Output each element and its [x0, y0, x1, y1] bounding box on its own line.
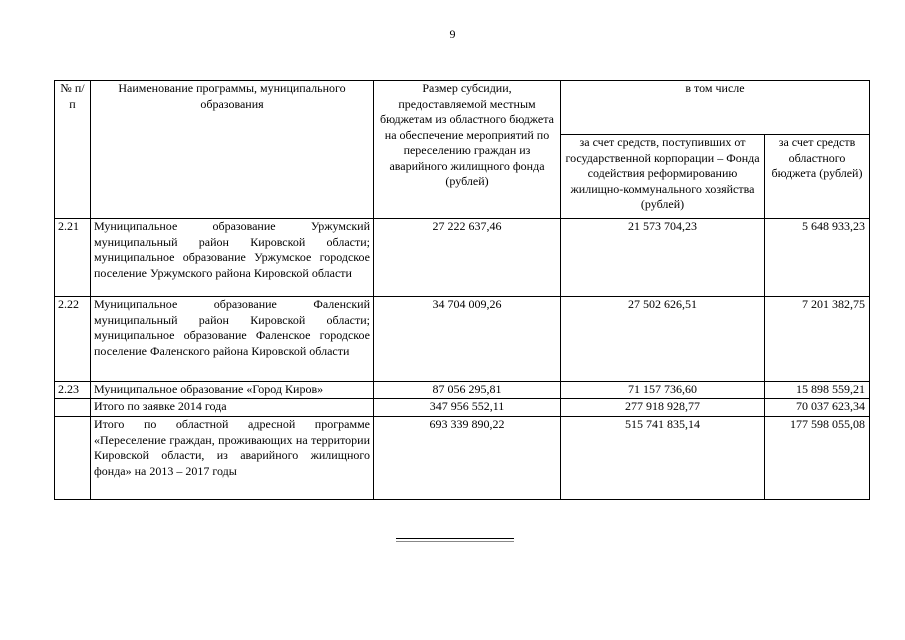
header-num: № п/п [55, 81, 91, 219]
row-name: Муниципальное образование Фаленский муниципальный район Кировской области; муниципальное образование Фаленское городское поселение Фаленского района Кировской области [91, 297, 374, 382]
total-2014-row [55, 399, 870, 417]
total-2014-label: Итого по заявке 2014 года [91, 399, 374, 417]
row-regional: 5 648 933,23 [765, 219, 870, 297]
row-num: 2.23 [55, 382, 91, 399]
row-num: 2.22 [55, 297, 91, 382]
header-subsidy: Размер субсидии, предоставляемой местным бюджетам из областного бюджета на обеспечение мероприятий по переселению граждан из аварийного жилищного фонда (рублей) [374, 81, 561, 219]
table-row [55, 219, 870, 297]
subsidy-table [54, 80, 870, 500]
total-2014-subsidy: 347 956 552,11 [374, 399, 561, 417]
table-row [55, 382, 870, 399]
row-fund: 21 573 704,23 [561, 219, 765, 297]
grand-total-fund: 515 741 835,14 [561, 417, 765, 500]
row-regional: 15 898 559,21 [765, 382, 870, 399]
header-fund: за счет средств, поступивших от государственной корпорации – Фонда содействия реформированию жилищно-коммунального хозяйства (рублей) [561, 135, 765, 219]
row-subsidy: 87 056 295,81 [374, 382, 561, 399]
row-subsidy: 27 222 637,46 [374, 219, 561, 297]
row-name: Муниципальное образование «Город Киров» [91, 382, 374, 399]
row-num: 2.21 [55, 219, 91, 297]
total-2014-num [55, 399, 91, 417]
table-row [55, 297, 870, 382]
table-header-row [55, 81, 870, 135]
grand-total-subsidy: 693 339 890,22 [374, 417, 561, 500]
header-including: в том числе [561, 81, 870, 135]
page-number: 9 [449, 27, 456, 41]
end-divider [396, 538, 514, 539]
grand-total-num [55, 417, 91, 500]
row-name: Муниципальное образование Уржумский муниципальный район Кировской области; муниципальное образование Уржумское городское поселение Уржумского района Кировской области [91, 219, 374, 297]
total-2014-fund: 277 918 928,77 [561, 399, 765, 417]
end-divider-shadow [396, 541, 514, 542]
row-fund: 27 502 626,51 [561, 297, 765, 382]
grand-total-label: Итого по областной адресной программе «Переселение граждан, проживающих на территории Кировской области, из аварийного жилищного фонда» на 2013 – 2017 годы [91, 417, 374, 500]
total-2014-regional: 70 037 623,34 [765, 399, 870, 417]
row-regional: 7 201 382,75 [765, 297, 870, 382]
grand-total-regional: 177 598 055,08 [765, 417, 870, 500]
grand-total-row [55, 417, 870, 500]
row-fund: 71 157 736,60 [561, 382, 765, 399]
row-subsidy: 34 704 009,26 [374, 297, 561, 382]
header-regional: за счет средств областного бюджета (рублей) [765, 135, 870, 219]
header-name: Наименование программы, муниципального образования [91, 81, 374, 219]
